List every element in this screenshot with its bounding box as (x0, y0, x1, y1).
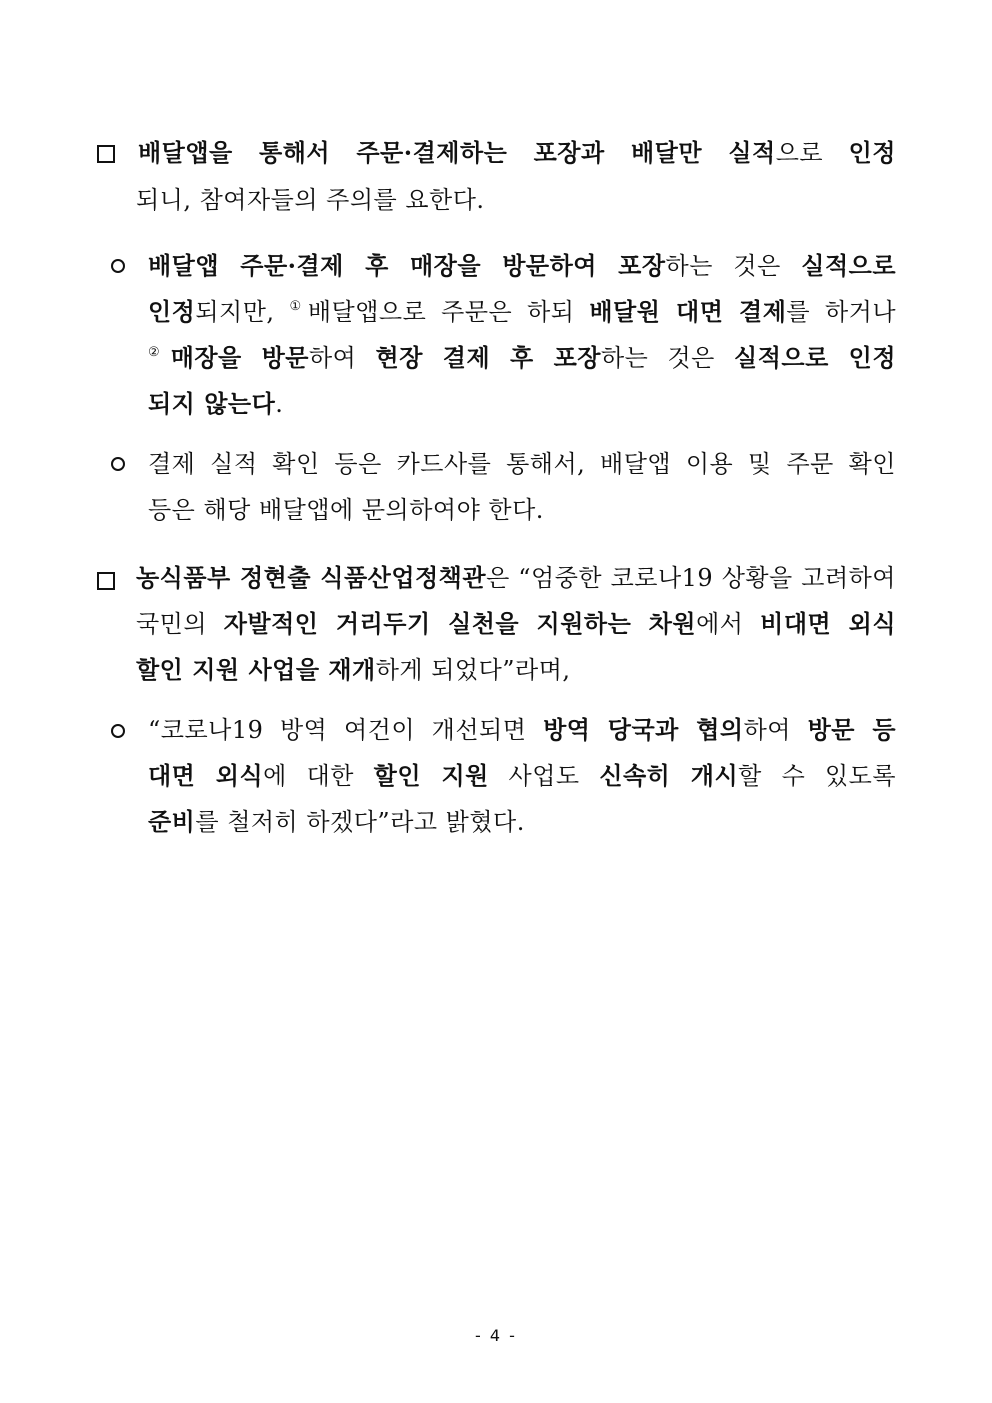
text: 하는 것은 (600, 344, 735, 372)
section-1-item-1 (148, 243, 896, 427)
text: . (275, 390, 284, 418)
square-bullet-icon (97, 145, 115, 163)
circle-bullet-icon (111, 457, 125, 471)
bold-text: 준비 (148, 807, 196, 836)
text: 은 “엄중한 코로나19 상황을 고려하여 (486, 564, 896, 592)
section-2-line-2 (136, 601, 896, 647)
square-bullet-icon (97, 572, 115, 590)
text: 되지만, (195, 298, 290, 326)
s2-item-1-line-1 (148, 707, 896, 753)
text: “코로나19 방역 여건이 개선되면 (148, 716, 544, 744)
text: 에서 (696, 610, 761, 638)
item-2-line-1: 결제 실적 확인 등은 카드사를 통해서, 배달앱 이용 및 주문 확인 (148, 450, 896, 478)
bold-text: 할인 지원 (373, 761, 489, 790)
s2-item-1-line-2 (148, 753, 896, 799)
page-number: - 4 - (475, 1326, 517, 1345)
section-2-line-3 (136, 647, 896, 693)
bold-text: 비대면 외식 (760, 609, 896, 638)
section-1-paragraph (138, 130, 896, 176)
bold-text: 되지 않는다 (148, 389, 276, 418)
bold-text: 대면 외식 (148, 761, 264, 790)
bold-text: 농식품부 정현출 식품산업정책관 (136, 563, 487, 592)
bold-text: 실적으로 (801, 251, 897, 280)
bold-text: 배달앱 주문·결제 후 매장을 방문하여 포장 (148, 251, 666, 280)
bold-text: 인정 (148, 297, 196, 326)
bold-text: 현장 결제 후 포장 (375, 343, 601, 372)
text: 하여 (743, 716, 808, 744)
bold-text: 방역 당국과 협의 (543, 715, 744, 744)
section-2-paragraph (136, 555, 896, 693)
bold-text: 방문 등 (807, 715, 897, 744)
text: 에 대한 (263, 762, 374, 790)
bold-text: 인정 (848, 138, 896, 167)
circled-number-2: ② (148, 345, 171, 360)
section-1-paragraph-cont (136, 177, 896, 223)
bold-text: 자발적인 거리두기 실천을 지원하는 차원 (223, 609, 697, 638)
text: 하는 것은 (665, 252, 802, 280)
bold-text: 실적으로 인정 (734, 343, 897, 372)
text: 를 철저히 하겠다”라고 밝혔다. (195, 808, 525, 836)
section-1-line-2: 되니, 참여자들의 주의를 요한다. (136, 186, 485, 214)
item-1-line-1 (148, 243, 896, 289)
item-1-line-4 (148, 381, 896, 427)
text: 하게 되었다”라며, (375, 656, 571, 684)
section-2-item-1 (148, 707, 896, 845)
text: 사업도 (488, 762, 600, 790)
bold-text: 할인 지원 사업을 재개 (136, 655, 376, 684)
item-2-line-2: 등은 해당 배달앱에 문의하여야 한다. (148, 496, 544, 524)
section-1-line-1 (138, 130, 896, 176)
bold-text: 배달앱을 통해서 주문·결제하는 포장과 배달만 실적 (138, 138, 776, 167)
item-1-line-3 (148, 335, 896, 381)
text: 를 하거나 (786, 298, 897, 326)
text: 으로 (775, 139, 849, 167)
text: 배달앱으로 주문은 하되 (307, 298, 590, 326)
circle-bullet-icon (111, 724, 125, 738)
text: 국민의 (136, 610, 224, 638)
bold-text: 매장을 방문 (170, 343, 309, 372)
text: 할 수 있도록 (738, 762, 897, 790)
text: 하여 (309, 344, 376, 372)
circled-number-1: ① (289, 299, 308, 314)
section-2-line-1 (136, 555, 896, 601)
s2-item-1-line-3 (148, 799, 896, 845)
section-1-item-2 (148, 441, 896, 533)
item-1-line-2 (148, 289, 896, 335)
bold-text: 신속히 개시 (599, 761, 739, 790)
bold-text: 배달원 대면 결제 (589, 297, 787, 326)
circle-bullet-icon (111, 259, 125, 273)
